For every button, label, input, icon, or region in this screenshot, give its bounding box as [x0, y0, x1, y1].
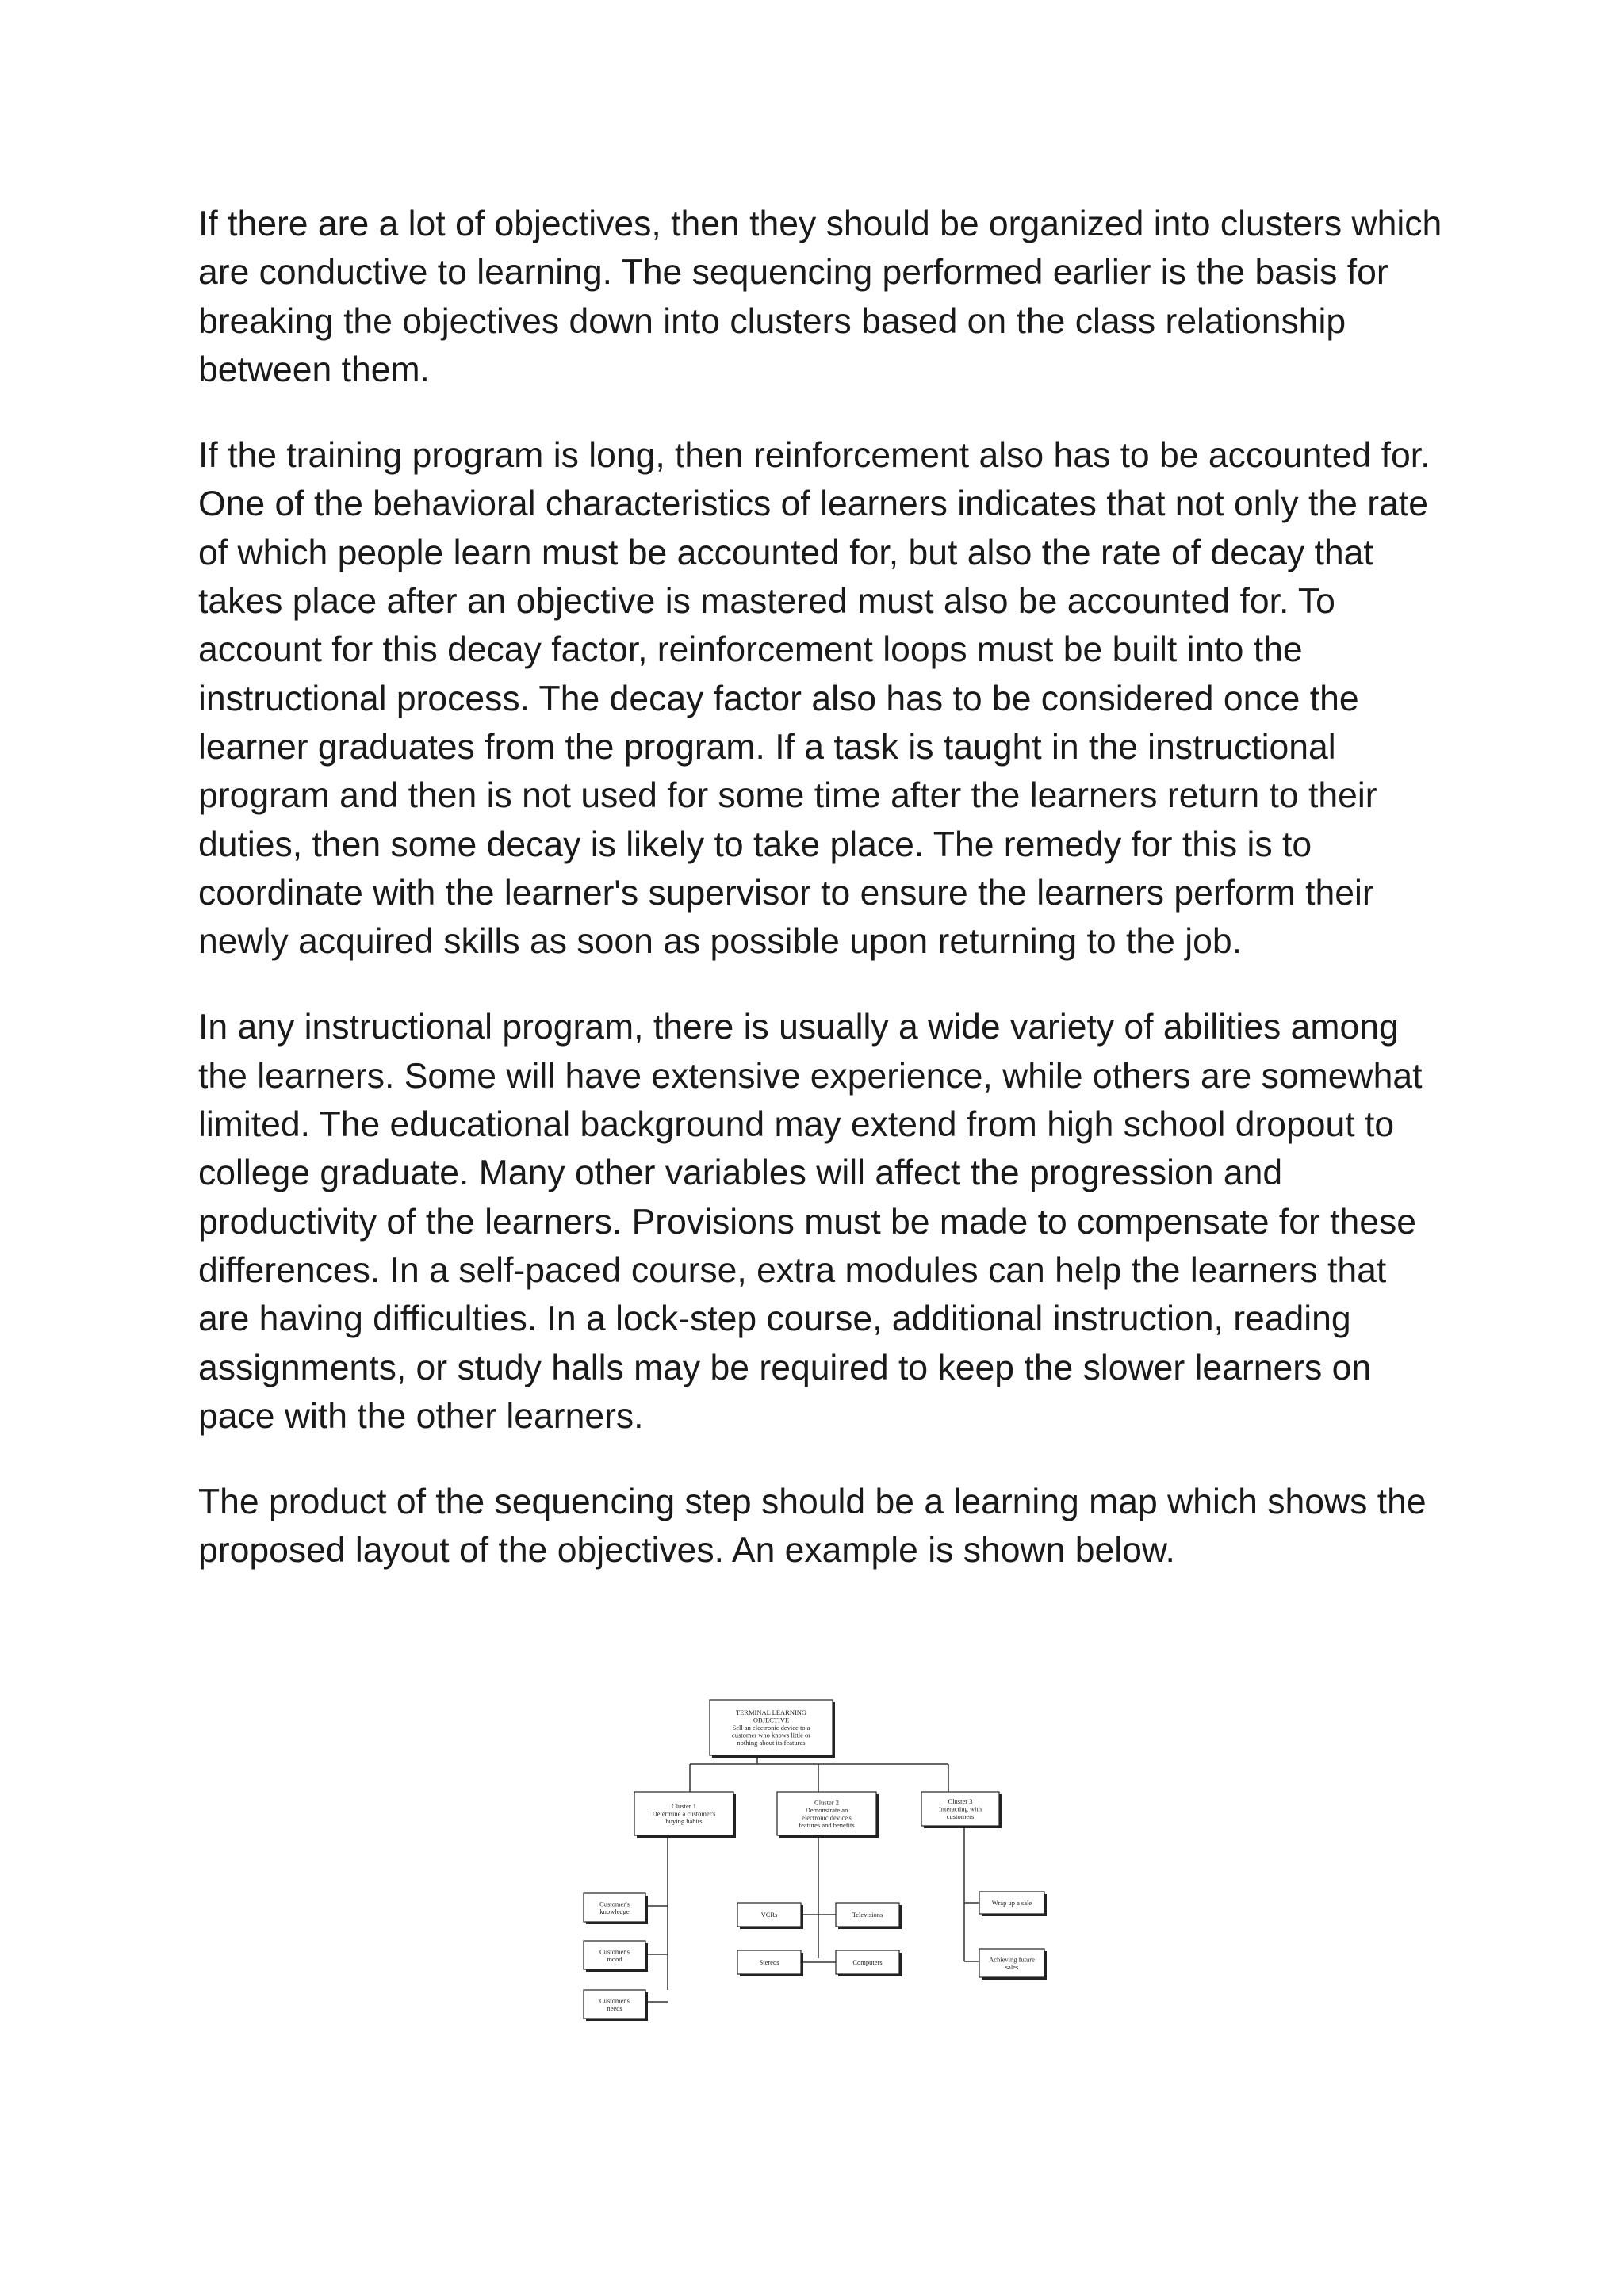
- terminal-objective-box-label: OBJECTIVE: [753, 1716, 790, 1724]
- cluster1-box-label: Determine a customer's: [652, 1809, 716, 1818]
- cluster1-box: [634, 1792, 736, 1838]
- customer-mood-box: [584, 1941, 648, 1972]
- paragraph-abilities: In any instructional program, there is usually a wide variety of abilities among the learners. Some will have extensive experience, while others are somewhat limited. The educational background may extend from high school dropout to college graduate. Many other variables will affect the progression and productivity of the learners. Provisions must be made to compensate for these differences. In a self-paced course, extra modules can help the learners that are having difficulties. In a lock-step course, additional instruction, reading assignments, or study halls may be required to keep the slower learners on pace with the other learners.: [198, 1008, 1423, 1436]
- cluster2-box: [777, 1792, 879, 1838]
- terminal-objective-box-label: nothing about its features: [737, 1739, 806, 1747]
- paragraph-clusters: If there are a lot of objectives, then they should be organized into clusters which are conductive to learning. The sequencing performed earlier is the basis for breaking the objectives down into clusters based on the class relationship between them.: [198, 205, 1442, 389]
- learning-map-figure: [579, 1689, 1055, 2022]
- wrap-up-sale-box-label: Wrap up a sale: [991, 1899, 1032, 1907]
- stereos-box-label: Stereos: [759, 1958, 779, 1966]
- customer-mood-box-label: Customer's: [599, 1947, 630, 1956]
- wrap-up-sale-box: [979, 1892, 1047, 1916]
- terminal-objective-box-label: TERMINAL LEARNING: [735, 1709, 807, 1716]
- cluster3-box-label: customers: [946, 1812, 975, 1820]
- stereos-box: [737, 1950, 803, 1976]
- cluster2-box-label: Cluster 2: [814, 1798, 839, 1807]
- cluster3-box: [921, 1792, 1002, 1828]
- body-text: [198, 200, 1443, 1613]
- computers-box: [836, 1950, 902, 1976]
- achieving-future-sales-box-label: sales: [1005, 1962, 1019, 1971]
- vcrs-box-label: VCRs: [760, 1911, 778, 1919]
- paragraph-reinforcement: If the training program is long, then reinforcement also has to be accounted for. One of the behavioral characteristics of learners indicates that not only the rate of which people learn must be accounted for, but also the rate of decay that takes place after an objective is mastered must also be accounted for. To account for this decay factor, reinforcement loops must be built into the instructional process. The decay factor also has to be considered once the learner graduates from the program. If a task is taught in the instructional program and then is not used for some time after the learners return to their duties, then some decay is likely to take place. The remedy for this is to coordinate with the learner's supervisor to ensure the learners perform their newly acquired skills as soon as possible upon returning to the job.: [198, 436, 1431, 962]
- cluster3-box-label: Cluster 3: [948, 1797, 973, 1805]
- televisions-box-label: Televisions: [852, 1911, 883, 1919]
- terminal-objective-box: [710, 1700, 835, 1758]
- cluster2-box-label: electronic device's: [802, 1813, 852, 1822]
- customer-knowledge-box: [584, 1893, 648, 1924]
- televisions-box: [836, 1903, 902, 1929]
- customer-needs-box-label: Customer's: [599, 1996, 630, 2005]
- terminal-objective-box-label: customer who knows little or: [731, 1731, 811, 1739]
- cluster3-box-label: Interacting with: [938, 1804, 982, 1813]
- achieving-future-sales-box: [979, 1949, 1047, 1980]
- customer-knowledge-box-label: knowledge: [599, 1907, 630, 1915]
- cluster2-box-label: features and benefits: [799, 1820, 855, 1829]
- paragraph-learning-map: The product of the sequencing step should be a learning map which shows the proposed layout of the objectives. An example is shown below.: [198, 1483, 1427, 1571]
- learning-map-diagram: [579, 1689, 1055, 2022]
- achieving-future-sales-box-label: Achieving future: [989, 1955, 1035, 1964]
- terminal-objective-box-label: Sell an electronic device to a: [732, 1724, 810, 1732]
- customer-needs-box-label: needs: [607, 2003, 622, 2012]
- cluster1-box-label: Cluster 1: [672, 1802, 696, 1810]
- customer-knowledge-box-label: Customer's: [599, 1900, 630, 1908]
- vcrs-box: [737, 1903, 803, 1929]
- cluster1-box-label: buying habits: [665, 1817, 703, 1825]
- computers-box-label: Computers: [852, 1958, 883, 1966]
- customer-mood-box-label: mood: [607, 1954, 622, 1963]
- customer-needs-box: [584, 1990, 648, 2021]
- cluster2-box-label: Demonstrate an: [805, 1805, 848, 1814]
